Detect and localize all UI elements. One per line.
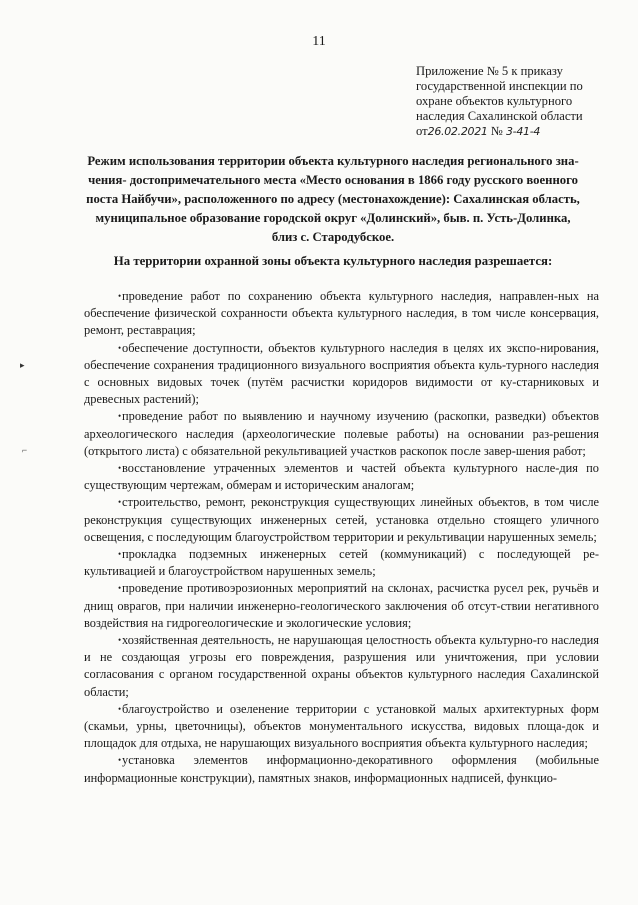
page-number: 11 bbox=[312, 34, 326, 49]
handwritten-number: 3-41-4 bbox=[505, 125, 541, 138]
annex-number-prefix: № bbox=[487, 124, 506, 138]
handwritten-date: 26.02.2021 bbox=[427, 125, 488, 138]
document-title: Режим использования территории объекта культурного наследия регионального зна- чения- достопримечательного места «Место основания в 1866 году русского военного поста Найбучи», расположенного по адресу (местонахождение): Сахалинская область, муниципальное образование городской округ «Долинский», быв. п. Усть-Долинка, близ с. Стародубское. bbox=[86, 154, 580, 244]
list-item: • строительство, ремонт, реконструкция существующих линейных объектов, в том числе реконструкция существующих инженерных сетей, установка отдельно стоящего уличного освещения, с последующим благоустройством территории и рекультивации нарушенных земель; bbox=[84, 494, 599, 546]
list-item: • прокладка подземных инженерных сетей (коммуникаций) с последующей ре-культивацией и благоустройством нарушенных земель; bbox=[84, 546, 599, 580]
list-item: • проведение работ по сохранению объекта культурного наследия, направлен-ных на обеспечение физической сохранности объекта культурного наследия, в том числе консервация, ремонт, реставрация; bbox=[84, 288, 599, 340]
list-item: • установка элементов информационно-декоративного оформления (мобильные информационные конструкции), памятных знаков, информационных надписей, функцио- bbox=[84, 752, 599, 786]
scan-mark-icon: ⌐ bbox=[22, 445, 28, 455]
scan-mark-icon: ▸ bbox=[20, 360, 25, 370]
list-item: • хозяйственная деятельность, не нарушающая целостность объекта культурно-го наследия и не создающая угрозы его повреждения, разрушения или уничтожения, при условии согласования с органом государственной охраны объектов культурного наследия Сахалинской области; bbox=[84, 632, 599, 701]
list-item: • обеспечение доступности, объектов культурного наследия в целях их экспо-нирования, обеспечение сохранения традиционного визуального восприятия объекта куль-турного наследия с основных видовых точек (путём расчистки коридоров видимости от ку-старниковых и древесных растений); bbox=[84, 340, 599, 409]
list-item: • благоустройство и озеленение территории с установкой малых архитектурных форм (скамьи, урны, цветочницы), объектов монументального искусства, видовых площа-док и площадок для отдыха, не нарушающих визуального восприятия объекта культурного наследия; bbox=[84, 701, 599, 753]
list-item: • проведение работ по выявлению и научному изучению (раскопки, разведки) объектов археологического наследия (археологические полевые работы) на основании раз-решения (открытого листа) с обязательной рекультивацией участков раскопок после завер-шения работ; bbox=[84, 408, 599, 460]
list-item: • восстановление утраченных элементов и частей объекта культурного насле-дия по существующим чертежам, обмерам и историческим аналогам; bbox=[84, 460, 599, 494]
annex-note bbox=[416, 64, 626, 139]
annex-text: Приложение № 5 к приказу государственной инспекции по охране объектов культурного наследия Сахалинской области от bbox=[416, 64, 583, 138]
section-heading: На территории охранной зоны объекта культурного наследия разрешается: bbox=[113, 254, 553, 268]
permitted-activities-list bbox=[84, 288, 599, 787]
list-item: • проведение противоэрозионных мероприятий на склонах, расчистка русел рек, ручьёв и днищ оврагов, при наличии инженерно-геологического заключения об отсут-ствии негативного воздействия на гидрогеологические и экологические условия; bbox=[84, 580, 599, 632]
